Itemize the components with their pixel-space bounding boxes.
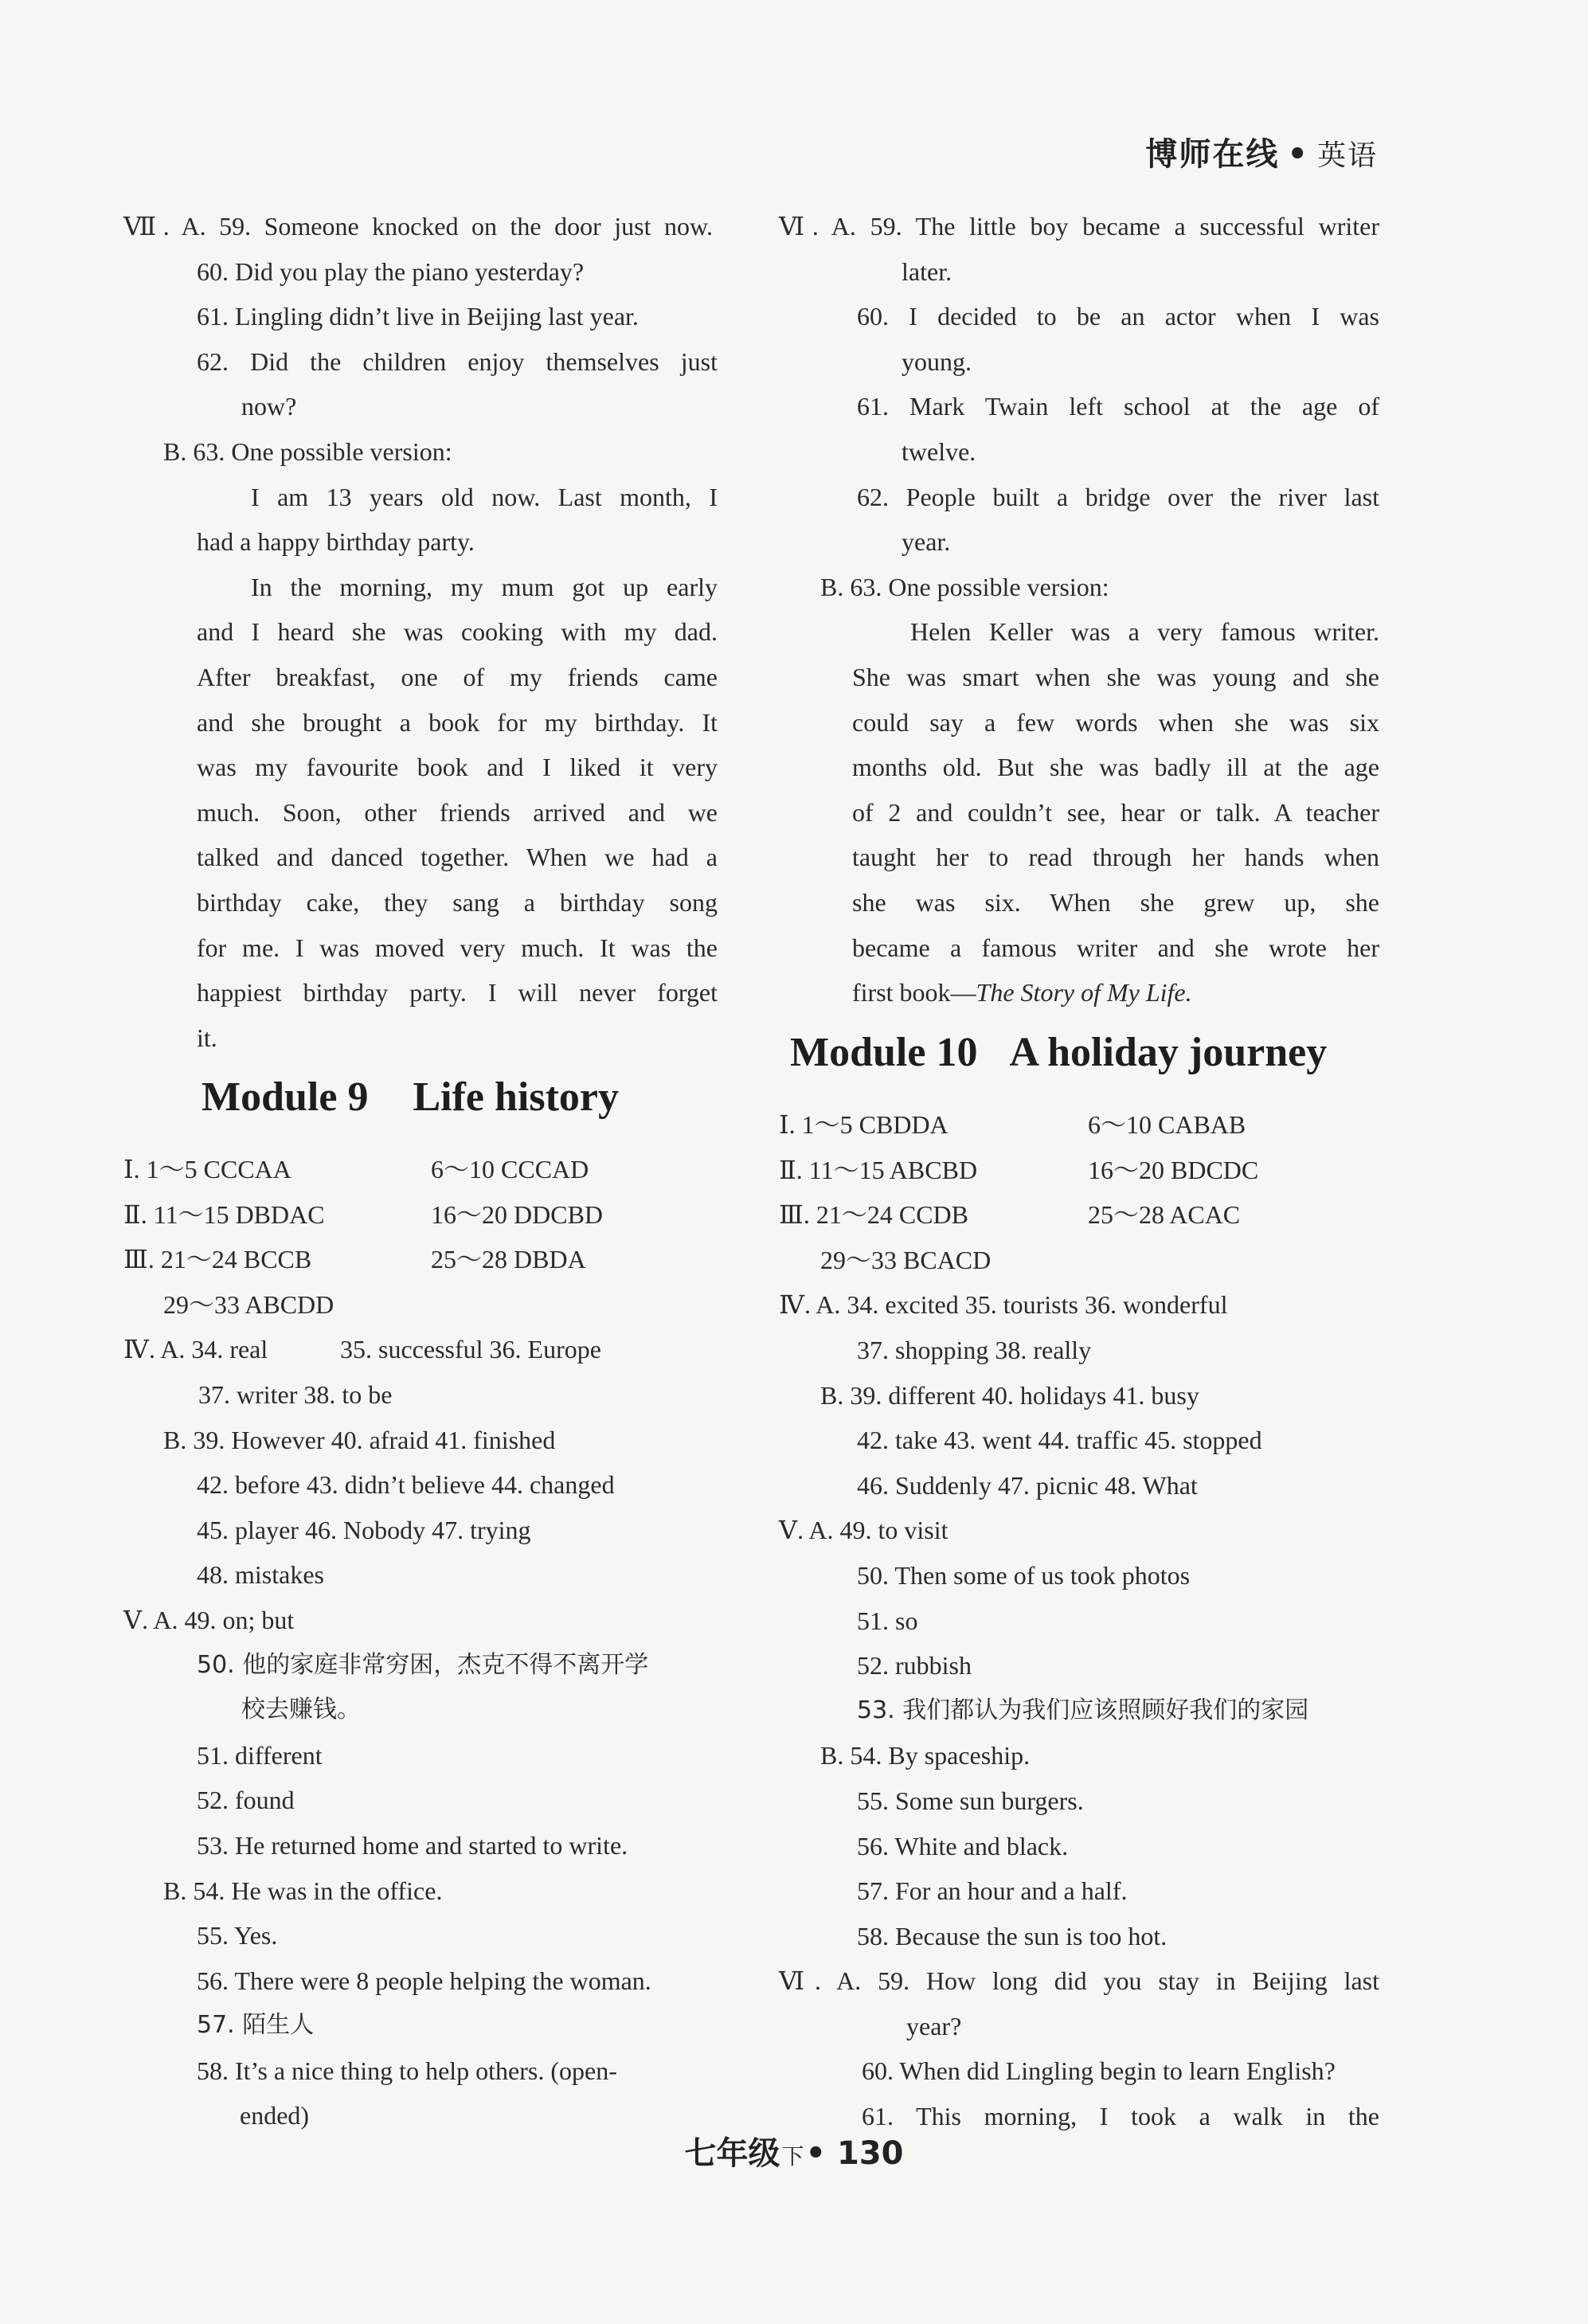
essay-line: she was six. When she grew up, she [852,887,1379,917]
answer-row: Ⅵ. A. 59. How long did you stay in Beijing last [779,1966,1379,1996]
answer-row: 46. Suddenly 47. picnic 48. What [857,1470,1198,1500]
answer-row: 58. Because the sun is too hot. [857,1921,1168,1950]
answer-line: 60. I decided to be an actor when I was [857,302,1379,331]
essay-line: and I heard she was cooking with my dad. [197,617,718,647]
essay-text: first book— [852,978,976,1007]
page-number: 130 [837,2135,904,2172]
answer-line: twelve. [902,436,976,466]
answer-row: Ⅴ. A. 49. to visit [779,1516,948,1545]
grade-label: 七年级 [684,2135,780,2172]
answer-row: 51. different [197,1740,323,1770]
essay-line: had a happy birthday party. [197,527,475,557]
essay-line: months old. But she was badly ill at the age [852,753,1379,782]
answer-row: Ⅴ. A. 49. on; but [123,1605,295,1634]
answer-line: 60. Did you play the piano yesterday? [197,256,585,286]
answer-row: 50. 他的家庭非常穷困，杰克不得不离开学 [197,1650,649,1679]
answer-row: 58. It’s a nice thing to help others. (open- [197,2056,617,2085]
answer-row: 55. Yes. [197,1921,278,1950]
answer-row: 57. For an hour and a half. [857,1876,1128,1906]
book-title: The Story of My Life. [976,978,1192,1007]
answer-row: 52. rubbish [857,1651,972,1680]
answer-row: 29～33 ABCDD [163,1289,334,1319]
essay-line: and she brought a book for my birthday. It [197,707,718,737]
header-brand [1145,129,1378,174]
answer-group: 6～10 CCCAD [431,1155,589,1184]
answer-row [123,1327,729,1372]
answer-row: Ⅳ. A. 34. excited 35. tourists 36. wonderful [779,1290,1228,1320]
essay-line: birthday cake, they sang a birthday song [197,887,718,917]
right-column [779,204,1384,1015]
module-9-answers [123,1147,729,2138]
module-9-name: Life history [413,1074,619,1120]
essay-line: could say a few words when she was six [852,707,1379,737]
answer-row: B. 54. By spaceship. [820,1741,1031,1770]
answer-row: 51. so [857,1606,918,1635]
answer-line: 62. Did the children enjoy themselves just [197,346,718,376]
left-column [123,204,729,1060]
essay-line: In the morning, my mum got up early [251,572,718,601]
answer-line: 61. Lingling didn’t live in Beijing last year. [197,302,639,331]
answer-row [779,1192,1384,1238]
answer-group: Ⅱ. 11～15 ABCBD [779,1155,978,1184]
answer-group: 25～28 ACAC [1088,1200,1241,1230]
answer-row: 42. take 43. went 44. traffic 45. stopped [857,1426,1262,1455]
answer-row: 48. mistakes [197,1560,324,1590]
answer-group: Ⅱ. 11～15 DBDAC [123,1199,325,1229]
essay-line: was my favourite book and I liked it very [197,753,718,782]
answer-group: 16～20 BDCDC [1088,1155,1259,1184]
essay-line: After breakfast, one of my friends came [197,662,718,691]
answer-row: ended) [240,2101,310,2130]
essay-line: Helen Keller was a very famous writer. [910,617,1379,647]
essay-line: much. Soon, other friends arrived and we [197,797,718,827]
answer-row: 53. 我们都认为我们应该照顾好我们的家园 [857,1696,1309,1724]
answer-row [123,1192,729,1238]
essay-line [779,970,1384,1015]
essay-line: happiest birthday party. I will never forget [197,978,718,1007]
answer-group: Ⅲ. 21～24 CCDB [779,1200,969,1230]
answer-line: B. 63. One possible version: [163,436,452,466]
answer-line: young. [902,346,972,376]
answer-line: Ⅶ. A. 59. Someone knocked on the door just now. [123,212,713,241]
answer-row: year? [906,2011,962,2040]
answer-group: Ⅰ. 1～5 CCCAA [123,1155,291,1184]
answer-row [123,1237,729,1282]
module-10-title [790,1029,1327,1076]
answer-row: 52. found [197,1786,295,1815]
module-9-number: Module 9 [201,1074,369,1120]
answer-row: B. 39. different 40. holidays 41. busy [820,1380,1199,1410]
answer-group: Ⅳ. A. 34. real [123,1335,268,1364]
answer-group: Ⅰ. 1～5 CBDDA [779,1110,948,1139]
answer-group: 25～28 DBDA [431,1245,586,1274]
brand-dot: • [1287,136,1309,173]
essay-line: She was smart when she was young and she [852,662,1379,691]
essay-line: it. [197,1023,217,1052]
answer-row [779,1148,1384,1193]
answer-row: 56. There were 8 people helping the woman. [197,1966,651,1995]
answer-row: 60. When did Lingling begin to learn English? [862,2056,1336,2086]
module-10-name: A holiday journey [1009,1030,1328,1075]
answer-row: 61. This morning, I took a walk in the [862,2102,1379,2131]
answer-line: B. 63. One possible version: [820,572,1109,601]
essay-line: of 2 and couldn’t see, hear or talk. A teacher [852,797,1379,827]
page-footer [0,2128,1588,2173]
answer-line: Ⅵ. A. 59. The little boy became a successful writer [779,212,1379,241]
answer-row: 37. writer 38. to be [198,1379,393,1409]
answer-row: 57. 陌生人 [197,2011,315,2040]
answer-line: 61. Mark Twain left school at the age of [857,392,1379,421]
essay-line: I am 13 years old now. Last month, I [251,482,718,511]
answer-group: Ⅲ. 21～24 BCCB [123,1245,312,1274]
term-label: 下 [781,2143,804,2169]
answer-row: B. 39. However 40. afraid 41. finished [163,1425,556,1454]
essay-line: taught her to read through her hands when [852,843,1379,872]
answer-row: 校去赚钱。 [241,1696,361,1724]
subject-label: 英语 [1316,139,1378,172]
essay-line: for me. I was moved very much. It was the [197,933,718,962]
answer-line: later. [902,256,952,286]
answer-group: 16～20 DDCBD [431,1199,604,1229]
answer-row: 50. Then some of us took photos [857,1560,1191,1590]
essay-line: talked and danced together. When we had a [197,843,718,872]
answer-row: 29～33 BCACD [820,1245,992,1274]
answer-row [123,1147,729,1192]
answer-row [779,1102,1384,1148]
answer-row: 55. Some sun burgers. [857,1786,1084,1815]
footer-dot: • [805,2135,827,2172]
answer-group: 6～10 CABAB [1088,1110,1246,1139]
answer-row: 45. player 46. Nobody 47. trying [197,1515,531,1544]
essay-line: became a famous writer and she wrote her [852,933,1379,962]
module-10-number: Module 10 [790,1030,978,1075]
answer-row: 42. before 43. didn’t believe 44. changed [197,1470,615,1500]
answer-row: B. 54. He was in the office. [163,1876,443,1905]
answer-row: 56. White and black. [857,1831,1069,1860]
module-10-answers [779,1102,1384,2139]
answer-line: now? [241,392,297,421]
answer-line: year. [902,527,951,557]
brand-name: 博师在线 [1145,136,1280,173]
module-9-title [201,1074,619,1121]
answer-row: 37. shopping 38. really [857,1335,1092,1364]
answer-group: 35. successful 36. Europe [340,1335,601,1364]
answer-line: 62. People built a bridge over the river last [857,482,1379,511]
answer-row: 53. He returned home and started to write. [197,1830,628,1860]
